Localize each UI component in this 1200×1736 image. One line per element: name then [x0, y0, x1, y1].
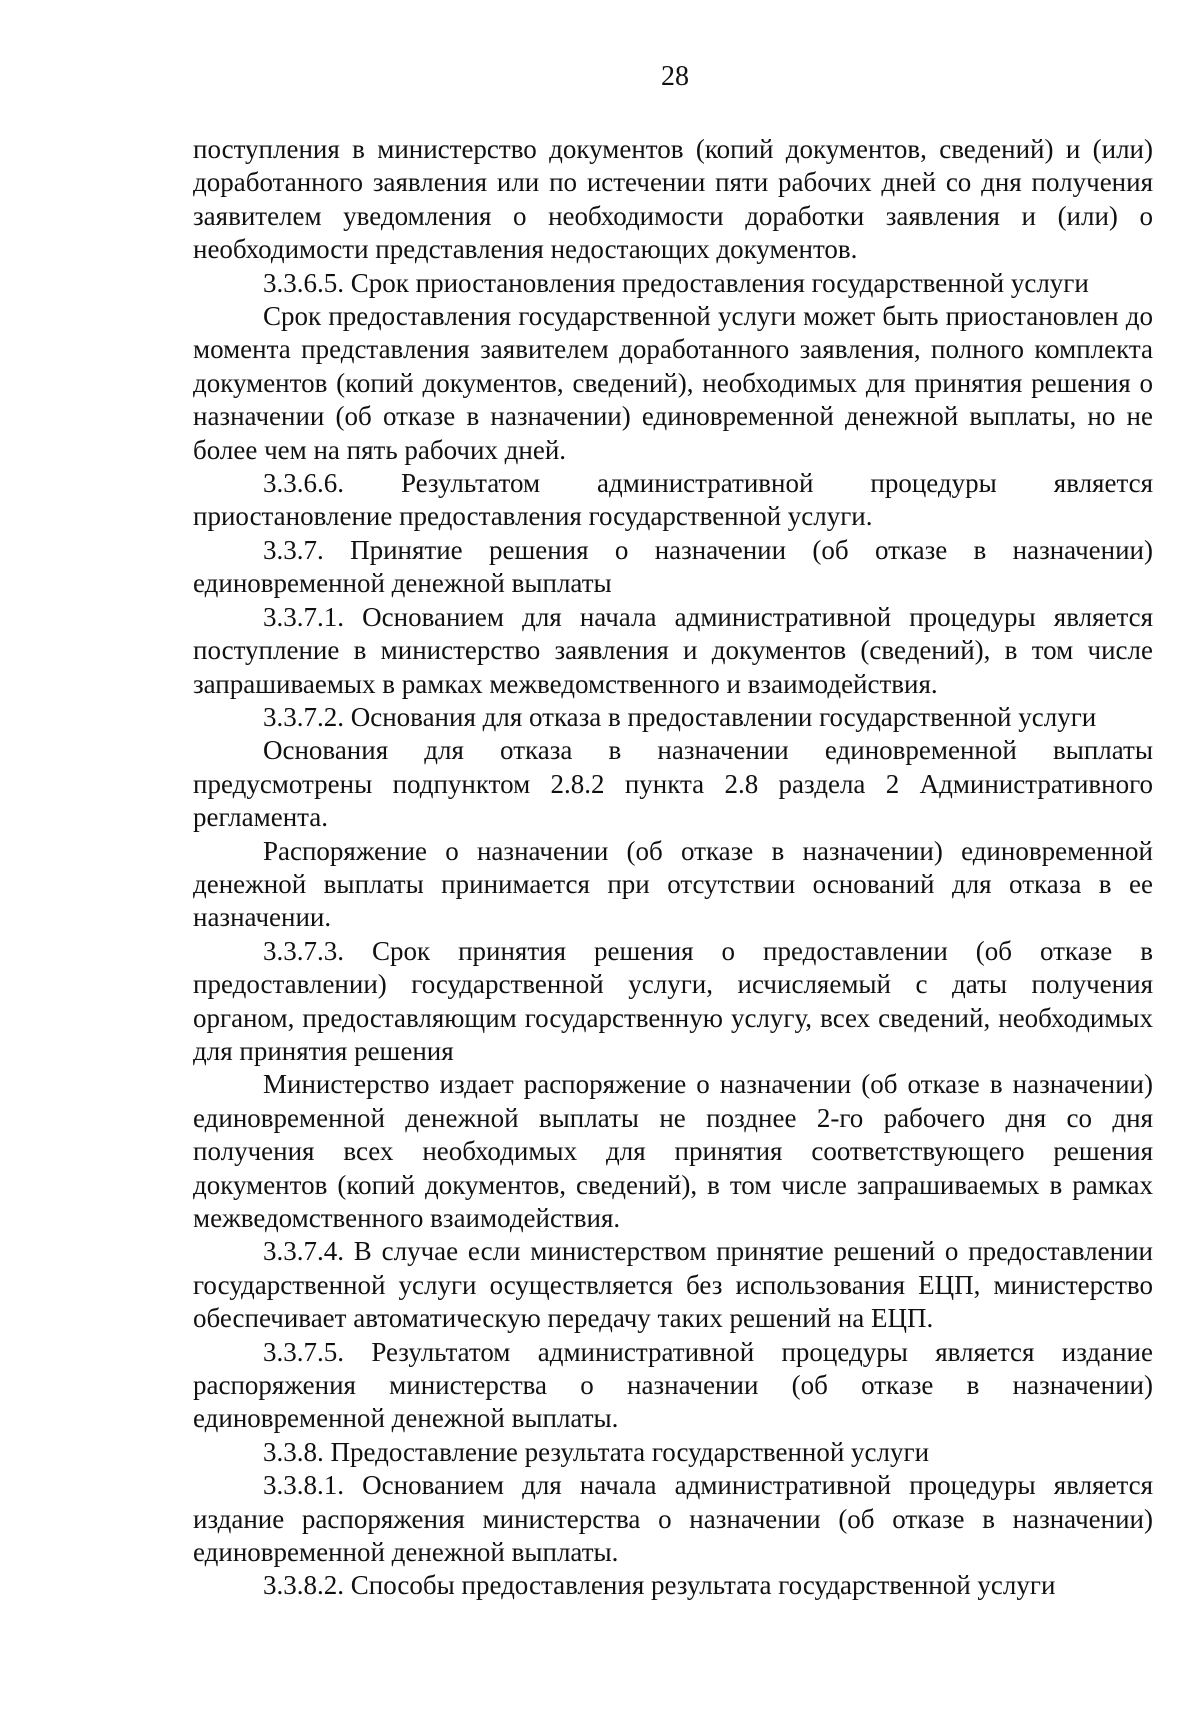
paragraph-3-3-8-heading: 3.3.8. Предоставление результата государственной услуги — [263, 1436, 930, 1467]
paragraph-continuation: поступления в министерство документов (копий документов, сведений) и (или) доработанного заявления или по истечении пяти рабочих дней со дня получения заявителем уведомления о необходимости доработки заявления и (или) о необходимости представления недостающих документов. — [193, 134, 1153, 265]
paragraph-3-3-6-6: 3.3.6.6. Результатом административной процедуры является приостановление предоставления государственной услуги. — [193, 468, 1153, 532]
page-number: 28 — [661, 61, 689, 92]
paragraph-refusal-grounds: Основания для отказа в назначении единовременной выплаты предусмотрены подпунктом 2.8.2 пункта 2.8 раздела 2 Административного регламента. — [193, 735, 1153, 833]
document-body — [193, 133, 1153, 1603]
paragraph-3-3-8-1: 3.3.8.1. Основанием для начала административной процедуры является издание распоряжения министерства о назначении (об отказе в назначении) единовременной денежной выплаты. — [193, 1470, 1153, 1568]
paragraph-3-3-7-2-heading: 3.3.7.2. Основания для отказа в предоставлении государственной услуги — [263, 701, 1097, 732]
paragraph-3-3-7-heading: 3.3.7. Принятие решения о назначении (об отказе в назначении) единовременной денежной выплаты — [193, 534, 1153, 599]
paragraph-3-3-8-2-heading: 3.3.8.2. Способы предоставления результата государственной услуги — [263, 1570, 1056, 1601]
paragraph-ministry-order: Министерство издает распоряжение о назначении (об отказе в назначении) единовременной денежной выплаты не позднее 2-го рабочего дня со дня получения всех необходимых для принятия соответствующего решения документов (копий документов, сведений), в том числе запрашиваемых в рамках межведомственного взаимодействия. — [193, 1069, 1153, 1233]
paragraph-3-3-6-5-heading: 3.3.6.5. Срок приостановления предоставления государственной услуги — [263, 267, 1089, 298]
paragraph-order-adoption: Распоряжение о назначении (об отказе в назначении) единовременной денежной выплаты принимается при отсутствии оснований для отказа в ее назначении. — [193, 835, 1153, 933]
paragraph-suspension-term: Срок предоставления государственной услуги может быть приостановлен до момента представления заявителем доработанного заявления, полного комплекта документов (копий документов, сведений), необходимых для принятия решения о назначении (об отказе в назначении) единовременной денежной выплаты, но не более чем на пять рабочих дней. — [193, 301, 1153, 465]
paragraph-3-3-7-3: 3.3.7.3. Срок принятия решения о предоставлении (об отказе в предоставлении) государственной услуги, исчисляемый с даты получения органом, предоставляющим государственную услугу, всех сведений, необходимых для принятия решения — [193, 935, 1153, 1066]
paragraph-3-3-7-5: 3.3.7.5. Результатом административной процедуры является издание распоряжения министерства о назначении (об отказе в назначении) единовременной денежной выплаты. — [193, 1336, 1153, 1434]
paragraph-3-3-7-4: 3.3.7.4. В случае если министерством принятие решений о предоставлении государственной услуги осуществляется без использования ЕЦП, министерство обеспечивает автоматическую передачу таких решений на ЕЦП. — [193, 1236, 1153, 1334]
paragraph-3-3-7-1: 3.3.7.1. Основанием для начала административной процедуры является поступление в министерство заявления и документов (сведений), в том числе запрашиваемых в рамках межведомственного и взаимодействия. — [193, 601, 1153, 699]
